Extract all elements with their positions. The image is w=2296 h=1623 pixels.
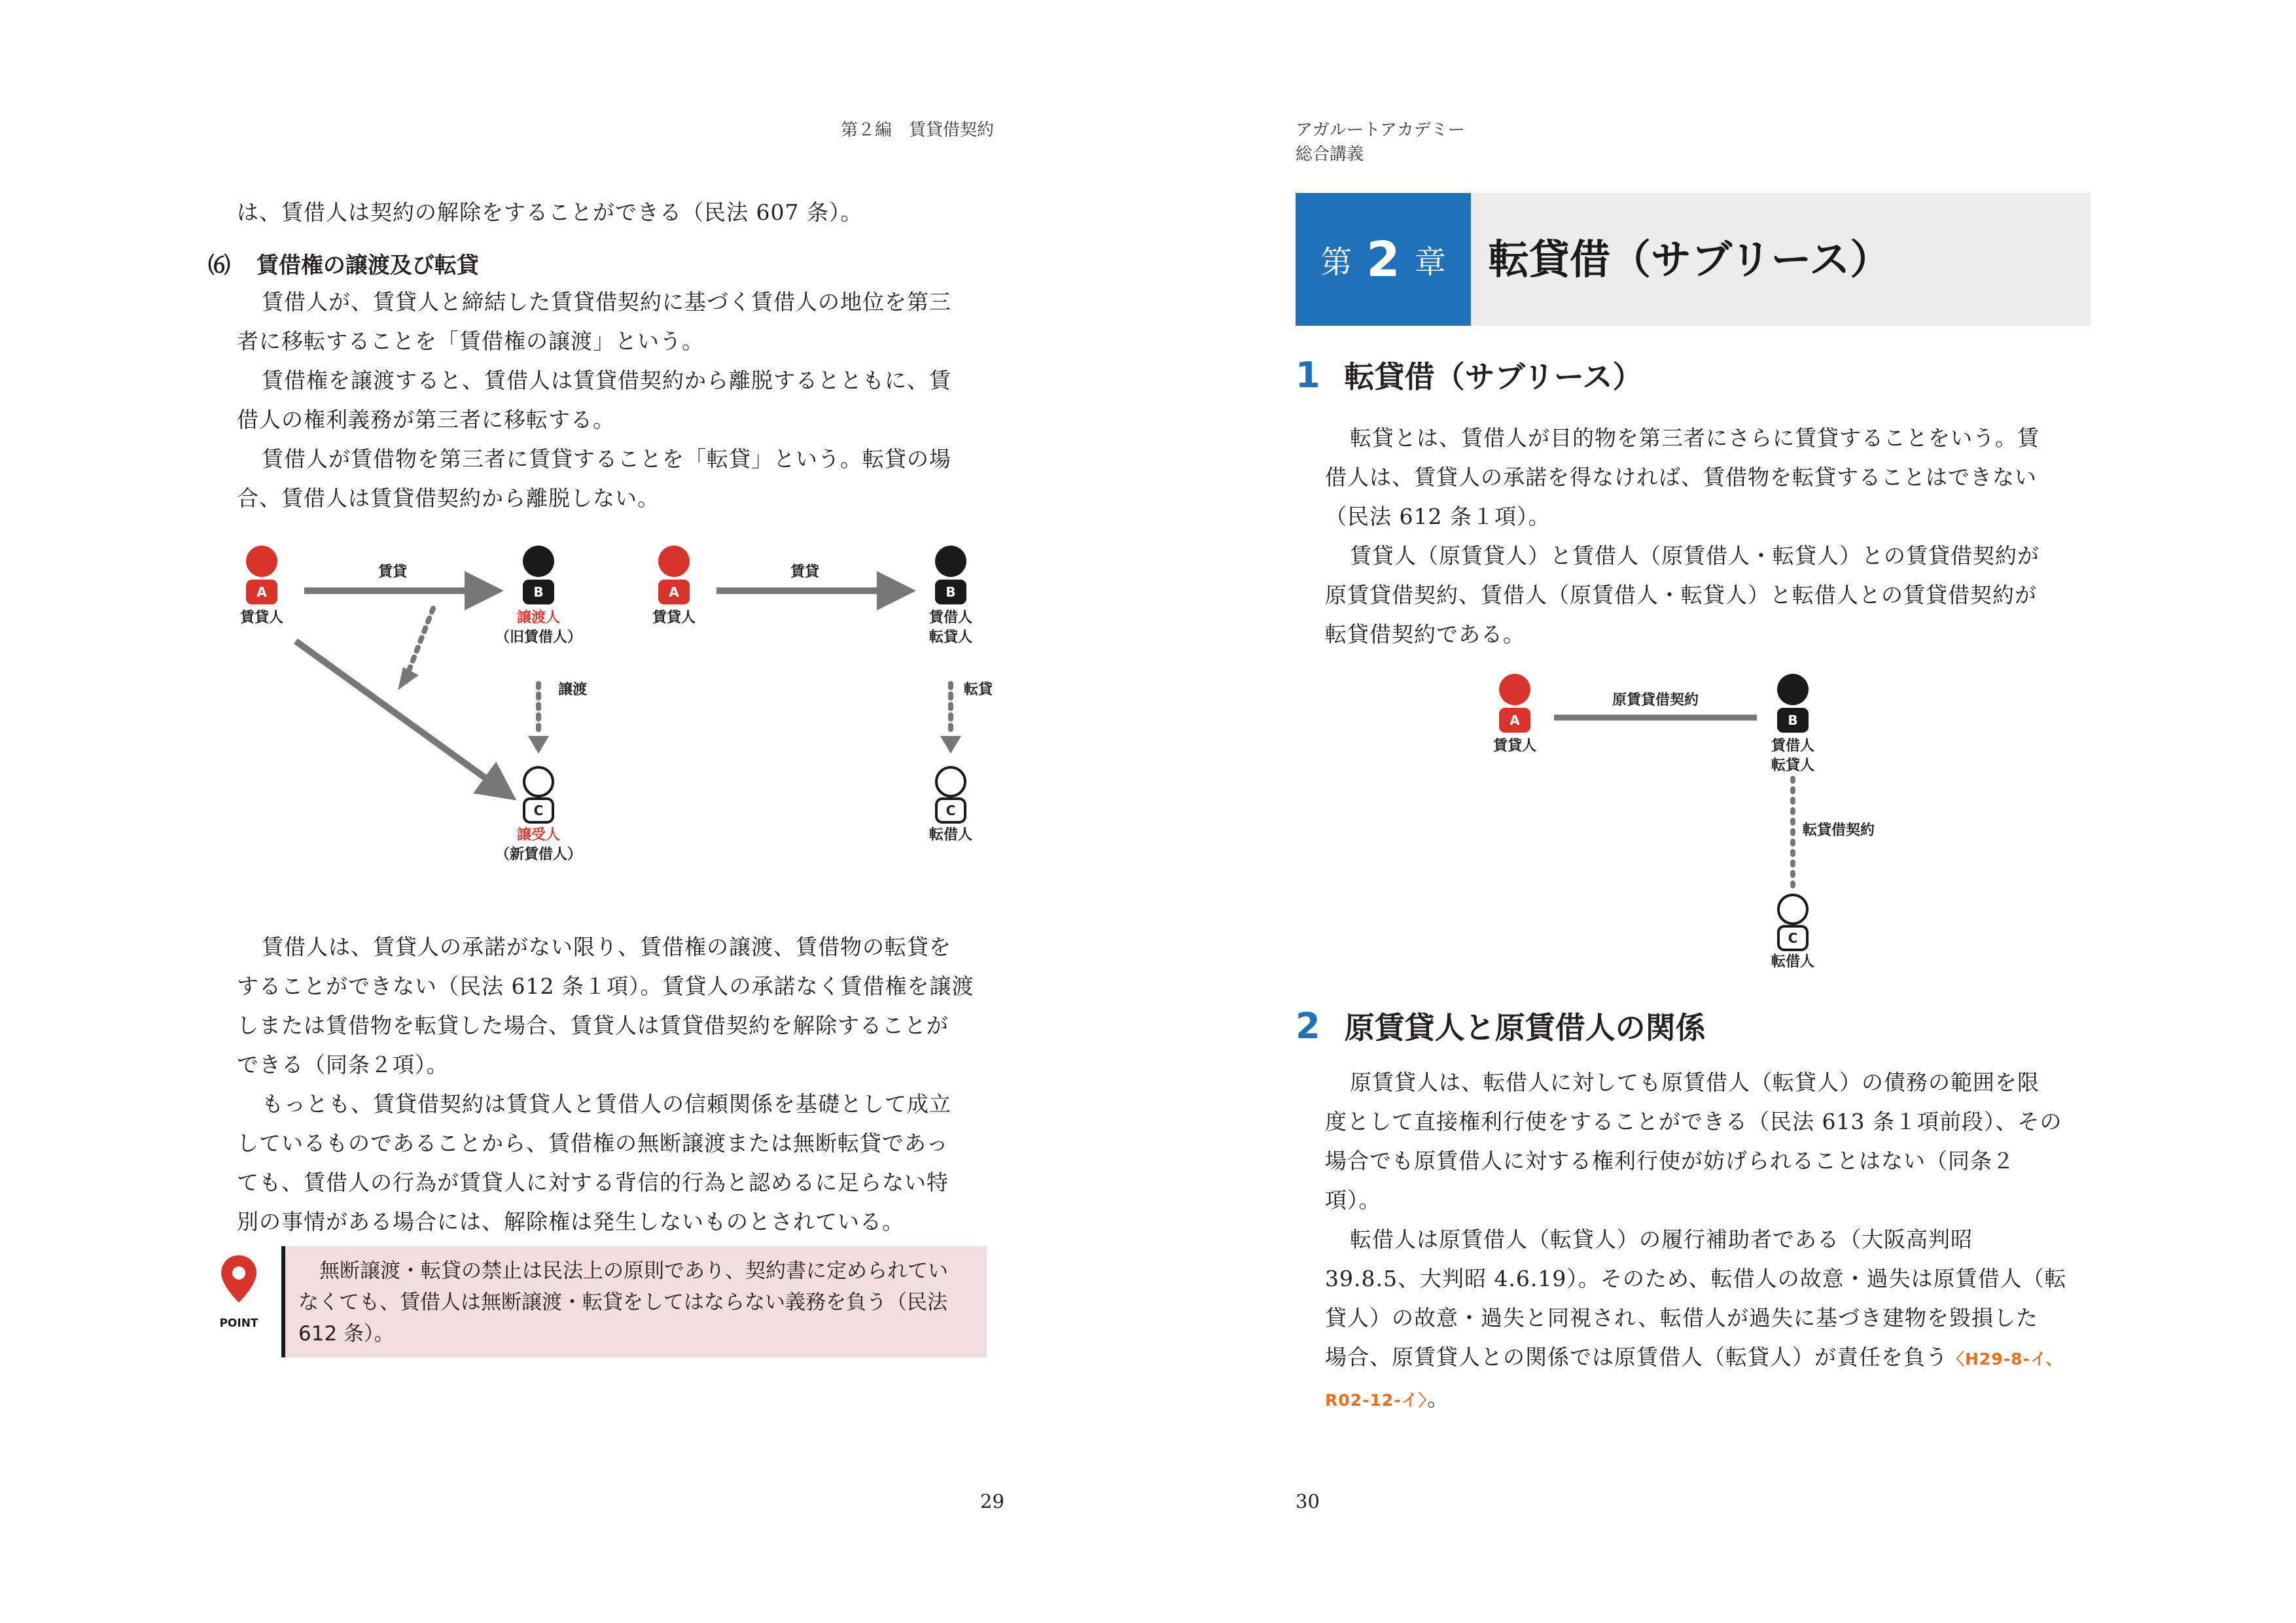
letter-a: A (1510, 712, 1520, 728)
chapter-title: 転貸借（サブリース） (1489, 236, 1891, 283)
text-line: 賃借人は、賃貸人の承諾がない限り、賃借権の譲渡、賃借物の転貸を (262, 934, 951, 960)
section-1-heading (1296, 353, 1643, 396)
lessor-to-assignee-arrow (296, 641, 501, 789)
text-line: 原賃貸人は、転借人に対しても原賃借人（転貸人）の債務の範囲を限 (1350, 1070, 2040, 1095)
paragraph-1 (237, 283, 951, 518)
sublessor-label: 転貸人 (928, 629, 972, 646)
chapter-number: 2 (1366, 231, 1400, 288)
assignment-label: 譲渡 (557, 682, 587, 698)
section-2-heading (1296, 1004, 1706, 1047)
letter-c: C (1788, 930, 1798, 946)
exam-reference: R02-12-イ〉 (1325, 1391, 1428, 1410)
sublessor-label: 転貸人 (1771, 758, 1814, 774)
chapter-number-block (1296, 193, 1471, 326)
letter-b: B (945, 584, 956, 600)
lessor-label: 賃貸人 (652, 610, 696, 626)
new-lessee-label: （新賃借人） (495, 846, 582, 863)
right-page (1148, 0, 2296, 1623)
text-span: 場合、原賃貸人との関係では原賃借人（転貸人）が責任を負う (1325, 1344, 1948, 1370)
lessee-label: 賃借人 (928, 610, 972, 626)
text-line: 賃貸人（原賃貸人）と賃借人（原賃借人・転貸人）との賃貸借契約が (1350, 543, 2040, 568)
text-line: 場合でも原賃借人に対する権利行使が妨げられることはない（同条２ (1325, 1148, 2015, 1174)
section-2-number: 2 (1296, 1005, 1320, 1047)
sublessee-label: 転借人 (928, 827, 972, 843)
text-line: できる（同条２項）。 (237, 1052, 449, 1077)
chapter-banner (1296, 193, 2091, 326)
point-line: なくても、賃借人は無断譲渡・転貸をしてはならない義務を負う（民法 (298, 1291, 947, 1314)
head-lease-label: 原賃貸借契約 (1612, 692, 1699, 708)
text-line: 合、賃借人は賃貸借契約から離脱しない。 (237, 485, 660, 511)
text-line: しまたは賃借物を転貸した場合、賃貸人は賃貸借契約を解除することが (237, 1013, 949, 1038)
text-line: 賃借人が賃借物を第三者に賃貸することを「転貸」という。転貸の場 (262, 446, 951, 472)
text-line: 転貸借契約である。 (1325, 621, 1525, 647)
lessor-label: 賃貸人 (1492, 738, 1536, 754)
running-head-2: 総合講義 (1296, 145, 1364, 164)
sublease-contract-diagram (1482, 667, 1875, 994)
subsection-title: 賃借権の譲渡及び転貸 (256, 253, 479, 279)
section-1-title: 転貸借（サブリース） (1344, 359, 1643, 394)
text-line: 借人の権利義務が第三者に移転する。 (237, 407, 615, 432)
lessee-label: 賃借人 (1771, 738, 1814, 754)
chapter-prefix: 第 (1320, 244, 1352, 281)
text-line: 貸人）の故意・過失と同視され、転借人が過失に基づき建物を毀損した (1325, 1305, 2038, 1331)
assignor-label: 譲渡人 (516, 610, 560, 626)
letter-b: B (1788, 712, 1798, 728)
letter-c: C (533, 803, 544, 818)
running-head-1: アガルートアカデミー (1296, 120, 1465, 140)
text-line: 度として直接権利行使をすることができる（民法 613 条１項前段）、その (1325, 1109, 2062, 1134)
letter-b: B (533, 584, 544, 600)
sublease-contract-label: 転貸借契約 (1803, 822, 1875, 839)
text-line: 転貸とは、賃借人が目的物を第三者にさらに賃貸することをいう。賃 (1350, 425, 2040, 451)
paragraph-2 (237, 928, 974, 1242)
text-line: 借人は、賃貸人の承諾を得なければ、賃借物を転貸することはできない (1325, 464, 2037, 490)
point-line: 無断譲渡・転貸の禁止は民法上の原則であり、契約書に定められてい (319, 1259, 948, 1283)
section-1-number: 1 (1296, 355, 1320, 396)
text-line: 賃借権を譲渡すると、賃借人は賃貸借契約から離脱するとともに、賃 (262, 368, 951, 393)
subsection-heading (208, 247, 479, 279)
text-line: ても、賃借人の行為が賃貸人に対する背信的行為と認めるに足らない特 (237, 1170, 949, 1195)
lease-label: 賃貸 (790, 564, 819, 580)
point-line: 612 条）。 (298, 1322, 395, 1346)
dotted-arrowhead (398, 667, 419, 690)
point-box (285, 1246, 987, 1357)
text-line: することができない（民法 612 条１項）。賃貸人の承諾なく賃借権を譲渡 (237, 973, 974, 999)
assignee-label: 譲受人 (516, 827, 560, 843)
map-pin-icon (203, 1246, 275, 1318)
assignment-diagram (222, 536, 615, 890)
text-line: 項）。 (1325, 1187, 1381, 1213)
lessor-label: 賃貸人 (239, 610, 283, 626)
lease-label: 賃貸 (378, 564, 407, 580)
text-line: 者に移転することを「賃借権の譲渡」という。 (237, 328, 704, 354)
text-line (1325, 1338, 2067, 1379)
dotted-diagonal (409, 608, 433, 671)
text-line: 転借人は原賃借人（転貸人）の履行補助者である（大阪高判昭 (1350, 1227, 1973, 1252)
text-line: しているものであることから、賃借権の無断譲渡または無断転貸であっ (237, 1130, 949, 1156)
text-line: 原賃貸借契約、賃借人（原賃借人・転貸人）と転借人との賃貸借契約が (1325, 582, 2037, 608)
text-line: 別の事情がある場合には、解除権は発生しないものとされている。 (237, 1209, 904, 1234)
point-label: POINT (219, 1317, 258, 1330)
text-line: 賃借人が、賃貸人と締結した賃貸借契約に基づく賃借人の地位を第三 (262, 289, 951, 315)
subsection-number: ⑹ (208, 253, 230, 279)
section-1-text (1325, 419, 2040, 654)
page-number: 30 (1296, 1490, 1320, 1512)
exam-reference: 〈H29-8-イ、 (1948, 1350, 2063, 1369)
intro-line: は、賃借人は契約の解除をすることができる（民法 607 条）。 (237, 200, 863, 225)
section-2-title: 原賃貸人と原賃借人の関係 (1344, 1010, 1706, 1045)
letter-c: C (945, 803, 956, 818)
former-lessee-label: （旧賃借人） (495, 629, 582, 646)
text-line: もっとも、賃貸借契約は賃貸人と賃借人の信頼関係を基礎として成立 (262, 1091, 951, 1117)
letter-a: A (669, 584, 679, 600)
letter-a: A (256, 584, 267, 600)
point-marker (203, 1246, 275, 1344)
sublease-diagram (635, 536, 1001, 890)
text-line: 39.8.5、大判昭 4.6.19）。そのため、転借人の故意・過失は原賃借人（転 (1325, 1266, 2067, 1291)
text-span: 。 (1427, 1386, 1450, 1411)
page-number: 29 (980, 1490, 1004, 1512)
sublease-label: 転貸 (963, 682, 993, 698)
text-line: （民法 612 条１項）。 (1325, 504, 1551, 529)
section-2-text (1325, 1063, 2067, 1420)
text-line (1325, 1379, 2067, 1420)
chapter-suffix: 章 (1414, 244, 1446, 281)
running-head: 第２編 賃貸借契約 (841, 120, 995, 140)
sublessee-label: 転借人 (1771, 954, 1814, 970)
assignment-arrowhead (528, 736, 549, 754)
sublease-arrowhead (940, 736, 961, 754)
